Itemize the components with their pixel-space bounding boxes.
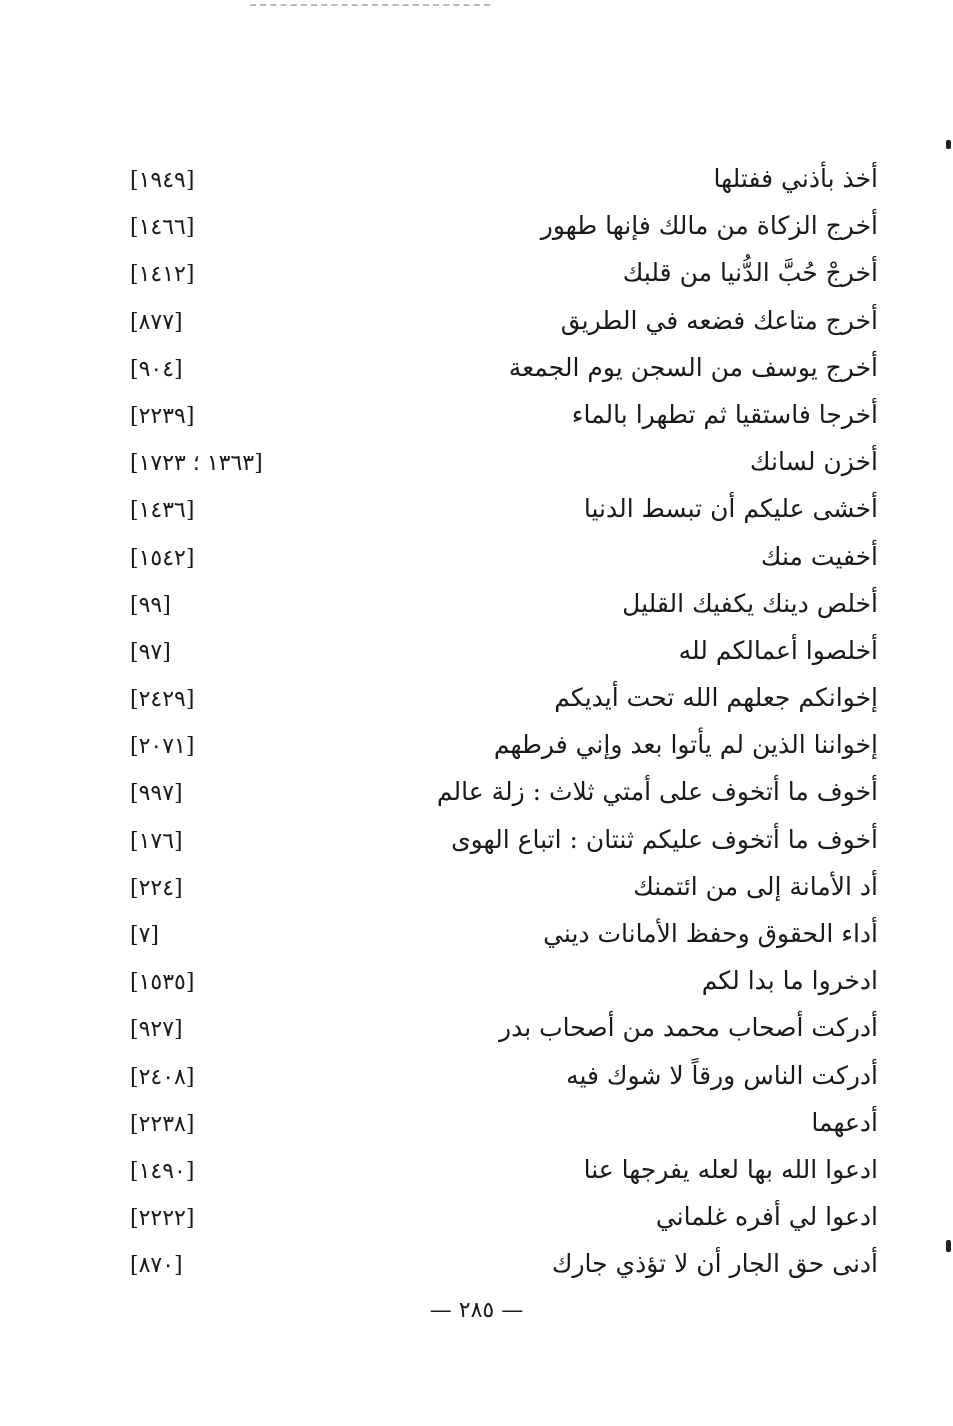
index-entry — [0, 910, 953, 957]
entry-text: أدعهما — [811, 1107, 878, 1137]
entry-ref: [٢٤٠٨] — [130, 1064, 195, 1090]
page-number: — ٢٨٥ — — [429, 1298, 524, 1323]
index-entry — [0, 344, 953, 391]
entry-ref: [١٤٦٦] — [130, 215, 195, 241]
entry-ref: [١٤٩٠] — [130, 1158, 195, 1184]
entry-ref: [٢٠٧١] — [130, 734, 195, 760]
index-entry — [0, 627, 953, 674]
index-entry — [0, 816, 953, 863]
index-entry — [0, 533, 953, 580]
entry-text: أخفيت منك — [760, 541, 878, 571]
entry-text: أخرج يوسف من السجن يوم الجمعة — [508, 352, 878, 382]
index-entry — [0, 297, 953, 344]
index-entry — [0, 202, 953, 249]
entry-text: ادخروا ما بدا لكم — [701, 966, 878, 996]
entry-text: أدنى حق الجار أن لا تؤذي جارك — [551, 1249, 878, 1279]
entry-ref: [٢٢٣٨] — [130, 1111, 195, 1137]
index-entry — [0, 1240, 953, 1287]
entry-ref: [٨٧٧] — [130, 309, 183, 335]
index-entry — [0, 1193, 953, 1240]
entry-text: إخوانكم جعلهم الله تحت أيديكم — [554, 683, 878, 713]
index-entry — [0, 1052, 953, 1099]
index-entry — [0, 438, 953, 485]
entry-ref: [٢٢٣٩] — [130, 403, 195, 429]
entry-text: أخلص دينك يكفيك القليل — [622, 588, 878, 618]
entry-text: أخذ بأذني ففتلها — [713, 164, 878, 193]
entry-text: أخوف ما أتخوف على أمتي ثلاث : زلة عالم — [436, 777, 878, 807]
entry-ref: [١٩٤٩] — [130, 168, 195, 193]
entry-ref: [١٧٦] — [130, 828, 183, 854]
entry-text: أخوف ما أتخوف عليكم ثنتان : اتباع الهوى — [451, 824, 878, 854]
entry-ref: [١٥٤٢] — [130, 545, 195, 571]
index-entry — [0, 721, 953, 768]
entry-text: أخرجا فاستقيا ثم تطهرا بالماء — [571, 399, 878, 429]
entry-text: أخشى عليكم أن تبسط الدنيا — [583, 494, 878, 524]
entry-text: ادعوا لي أفره غلماني — [655, 1202, 878, 1232]
index-entry — [0, 155, 953, 202]
entry-ref: [٨٧٠] — [130, 1253, 183, 1279]
index-entry — [0, 1004, 953, 1051]
index-entry — [0, 391, 953, 438]
entry-text: أخرج متاعك فضعه في الطريق — [560, 305, 878, 335]
index-entry — [0, 768, 953, 815]
index-entry — [0, 1146, 953, 1193]
index-entry — [0, 1099, 953, 1146]
entry-text: أخزن لسانك — [749, 447, 878, 477]
entry-text: أدركت أصحاب محمد من أصحاب بدر — [499, 1013, 878, 1043]
index-entry — [0, 674, 953, 721]
entry-ref: [٢٢٤] — [130, 875, 183, 901]
entry-text: ادعوا الله بها لعله يفرجها عنا — [583, 1154, 878, 1184]
entry-ref: [٢٤٢٩] — [130, 687, 195, 713]
index-entry — [0, 957, 953, 1004]
edge-mark-top — [946, 140, 951, 149]
entry-ref: [٩٩٧] — [130, 781, 183, 807]
entry-ref: [٩٢٧] — [130, 1017, 183, 1043]
entry-text: أد الأمانة إلى من ائتمنك — [633, 871, 878, 901]
entry-ref: [٩٧] — [130, 639, 171, 665]
entry-ref: [١٤٣٦] — [130, 498, 195, 524]
entry-text: أخلصوا أعمالكم لله — [678, 635, 878, 665]
index-list — [0, 155, 953, 1288]
entry-text: أدركت الناس ورقاً لا شوك فيه — [566, 1060, 878, 1090]
entry-ref: [١٣٦٣ ؛ ١٧٢٣] — [130, 451, 263, 477]
entry-ref: [١٤١٢] — [130, 262, 195, 288]
entry-ref: [٩٠٤] — [130, 356, 183, 382]
entry-ref: [٢٢٢٢] — [130, 1206, 195, 1232]
top-scan-rule — [250, 4, 490, 6]
index-entry — [0, 485, 953, 532]
index-entry — [0, 863, 953, 910]
entry-text: أخرج الزكاة من مالك فإنها طهور — [540, 211, 878, 241]
entry-ref: [٧] — [130, 923, 160, 948]
index-entry — [0, 580, 953, 627]
entry-ref: [١٥٣٥] — [130, 970, 195, 996]
entry-text: أداء الحقوق وحفظ الأمانات ديني — [543, 919, 878, 948]
entry-ref: [٩٩] — [130, 592, 171, 618]
entry-text: أخرجْ حُبَّ الدُّنيا من قلبك — [622, 258, 878, 288]
entry-text: إخواننا الذين لم يأتوا بعد وإني فرطهم — [493, 730, 878, 760]
index-entry — [0, 249, 953, 296]
